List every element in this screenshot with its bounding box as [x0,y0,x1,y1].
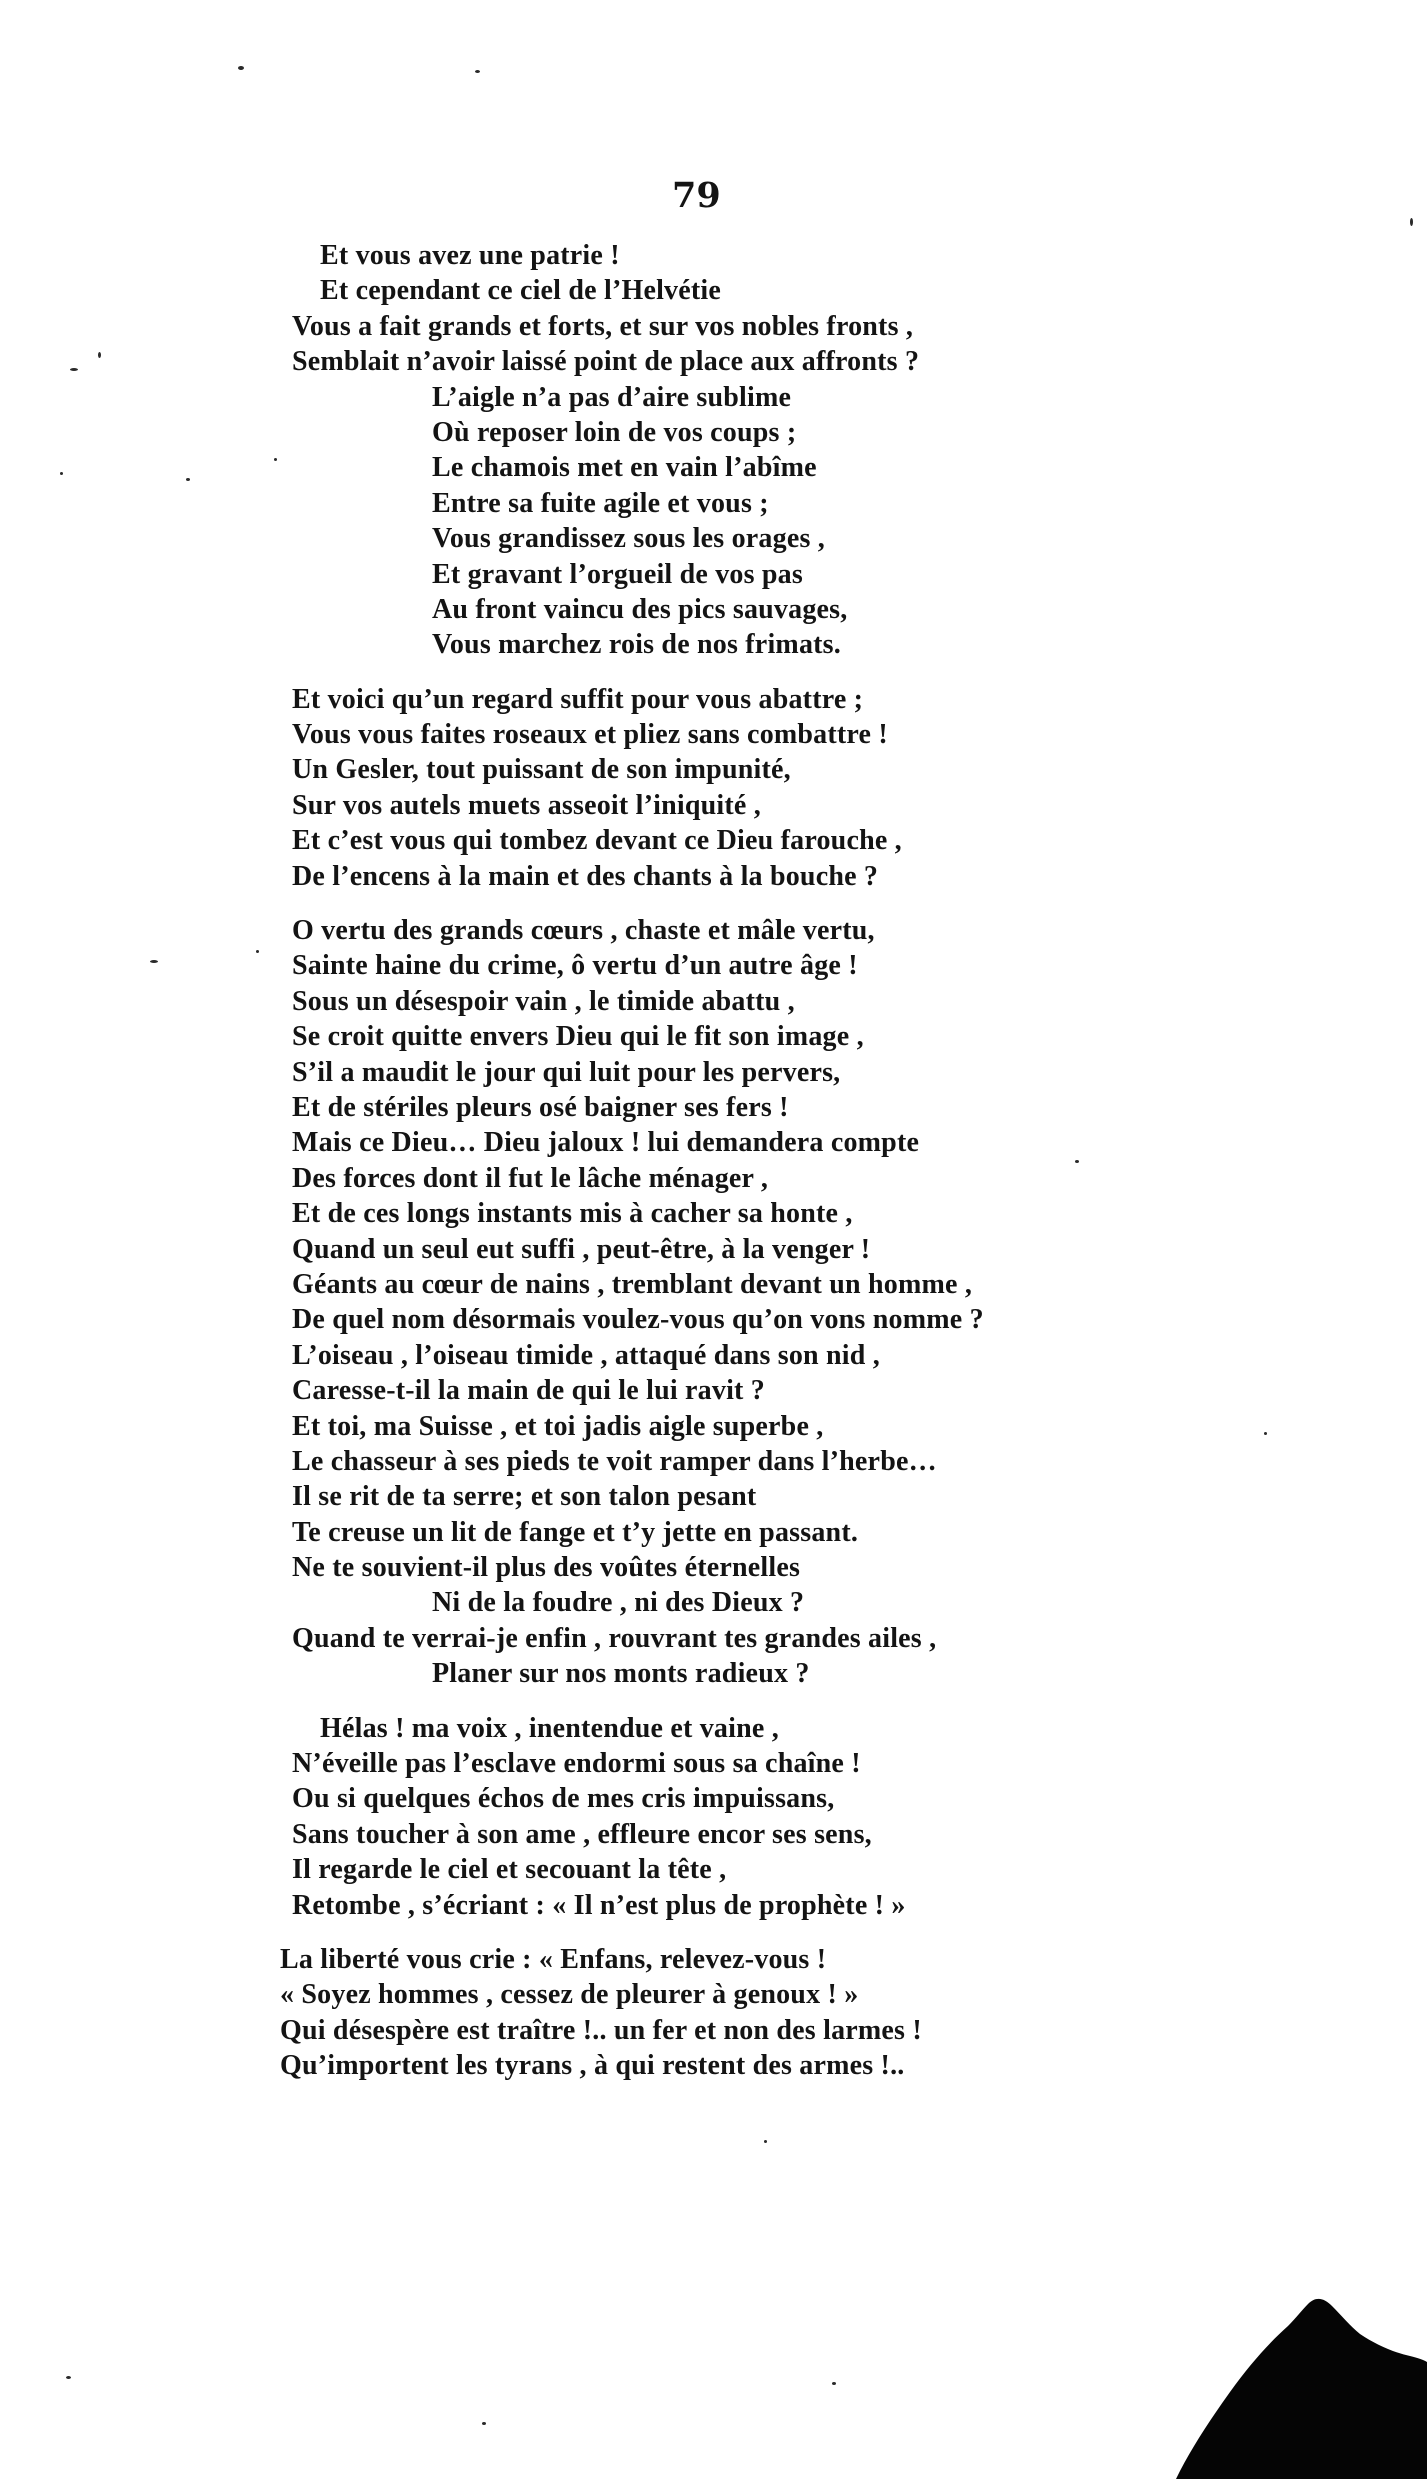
poem-line: Au front vaincu des pics sauvages, [432,593,848,625]
poem-line: Semblait n’avoir laissé point de place aux affronts ? [292,346,920,378]
stanza [292,1711,1372,1923]
poem-line: Vous a fait grands et forts, et sur vos nobles fronts , [292,310,914,342]
poem-line: L’oiseau , l’oiseau timide , attaqué dans son nid , [292,1339,880,1371]
poem-line: Il regarde le ciel et secouant la tête , [292,1854,727,1886]
poem-line: N’éveille pas l’esclave endormi sous sa chaîne ! [292,1748,861,1780]
torn-corner-shadow [1170,2120,1427,2479]
poem-line: Quand te verrai-je enfin , rouvrant tes grandes ailes , [292,1622,937,1654]
poem-line: Caresse-t-il la main de qui le lui ravit ? [292,1375,765,1407]
stanza [280,1942,1372,2084]
poem-line: Un Gesler, tout puissant de son impunité, [292,754,791,786]
poem-line: Se croit quitte envers Dieu qui le fit son image , [292,1021,864,1053]
poem-body [280,238,1372,2084]
poem-line: Retombe , s’écriant : « Il n’est plus de prophète ! » [292,1889,906,1921]
poem-line: Et de stériles pleurs osé baigner ses fers ! [292,1091,789,1123]
poem-line: Le chasseur à ses pieds te voit ramper dans l’herbe… [292,1445,937,1477]
poem-line: S’il a maudit le jour qui luit pour les pervers, [292,1056,841,1088]
poem-line: Sous un désespoir vain , le timide abattu , [292,985,795,1017]
stanza [292,238,1372,663]
poem-line: La liberté vous crie : « Enfans, relevez-vous ! [280,1943,827,1975]
poem-line: Sans toucher à son ame , effleure encor ses sens, [292,1818,872,1850]
poem-line: De l’encens à la main et des chants à la bouche ? [292,860,879,892]
scan-speck [764,2140,767,2143]
poem-line: Qu’importent les tyrans , à qui restent des armes !.. [280,2050,905,2082]
poem-line: Mais ce Dieu… Dieu jaloux ! lui demandera compte [292,1127,920,1159]
poem-line: Qui désespère est traître !.. un fer et non des larmes ! [280,2014,922,2046]
stanza-gap [292,1692,1372,1711]
stanza-gap [292,663,1372,682]
scan-speck [482,2422,486,2425]
poem-line: Ni de la foudre , ni des Dieux ? [432,1587,805,1619]
poem-line: Quand un seul eut suffi , peut-être, à la venger ! [292,1233,871,1265]
scan-speck [238,66,244,70]
scan-speck [1264,1432,1267,1435]
poem-line: Vous grandissez sous les orages , [432,523,825,555]
poem-line: Vous marchez rois de nos frimats. [432,629,841,661]
scan-speck [256,950,259,953]
poem-line: Et vous avez une patrie ! [320,240,620,271]
stanza-gap [292,1923,1372,1942]
poem-line: Ou si quelques échos de mes cris impuissans, [292,1783,835,1815]
poem-line: Et toi, ma Suisse , et toi jadis aigle superbe , [292,1410,824,1442]
scan-speck [274,458,277,461]
scan-speck [832,2382,836,2385]
scan-speck [150,960,158,963]
poem-line: Et c’est vous qui tombez devant ce Dieu farouche , [292,825,902,857]
poem-line: Et cependant ce ciel de l’Helvétie [320,275,722,307]
poem-line: Et gravant l’orgueil de vos pas [432,558,803,590]
poem-line: Vous vous faites roseaux et pliez sans combattre ! [292,719,888,751]
scan-speck [1075,1160,1079,1163]
scan-speck [1410,218,1413,226]
stanza [292,913,1372,1692]
poem-line: Où reposer loin de vos coups ; [432,416,797,448]
scan-speck [98,352,101,358]
poem-line: Planer sur nos monts radieux ? [432,1658,810,1690]
poem-line: Le chamois met en vain l’abîme [432,452,817,484]
poem-line: Et de ces longs instants mis à cacher sa honte , [292,1198,853,1230]
poem-line: Des forces dont il fut le lâche ménager , [292,1162,769,1194]
page-number: 79 [672,175,721,216]
poem-line: Géants au cœur de nains , tremblant devant un homme , [292,1268,973,1300]
stanza [292,682,1372,894]
scan-speck [475,70,480,73]
poem-line: Ne te souvient-il plus des voûtes éternelles [292,1552,801,1584]
poem-line: Sainte haine du crime, ô vertu d’un autre âge ! [292,950,858,982]
scan-speck [66,2376,71,2379]
poem-line: « Soyez hommes , cessez de pleurer à genoux ! » [280,1979,859,2011]
scan-speck [186,478,190,481]
scan-speck [70,368,78,371]
poem-line: Hélas ! ma voix , inentendue et vaine , [320,1712,779,1744]
poem-line: Il se rit de ta serre; et son talon pesant [292,1481,757,1513]
poem-line: O vertu des grands cœurs , chaste et mâle vertu, [292,915,875,947]
poem-line: L’aigle n’a pas d’aire sublime [432,381,792,413]
poem-line: Te creuse un lit de fange et t’y jette en passant. [292,1516,859,1548]
poem-line: De quel nom désormais voulez-vous qu’on vons nomme ? [292,1304,984,1336]
stanza-gap [292,894,1372,913]
poem-line: Entre sa fuite agile et vous ; [432,487,769,519]
poem-line: Sur vos autels muets asseoit l’iniquité , [292,789,761,821]
poem-line: Et voici qu’un regard suffit pour vous abattre ; [292,683,864,715]
scan-speck [60,472,63,475]
